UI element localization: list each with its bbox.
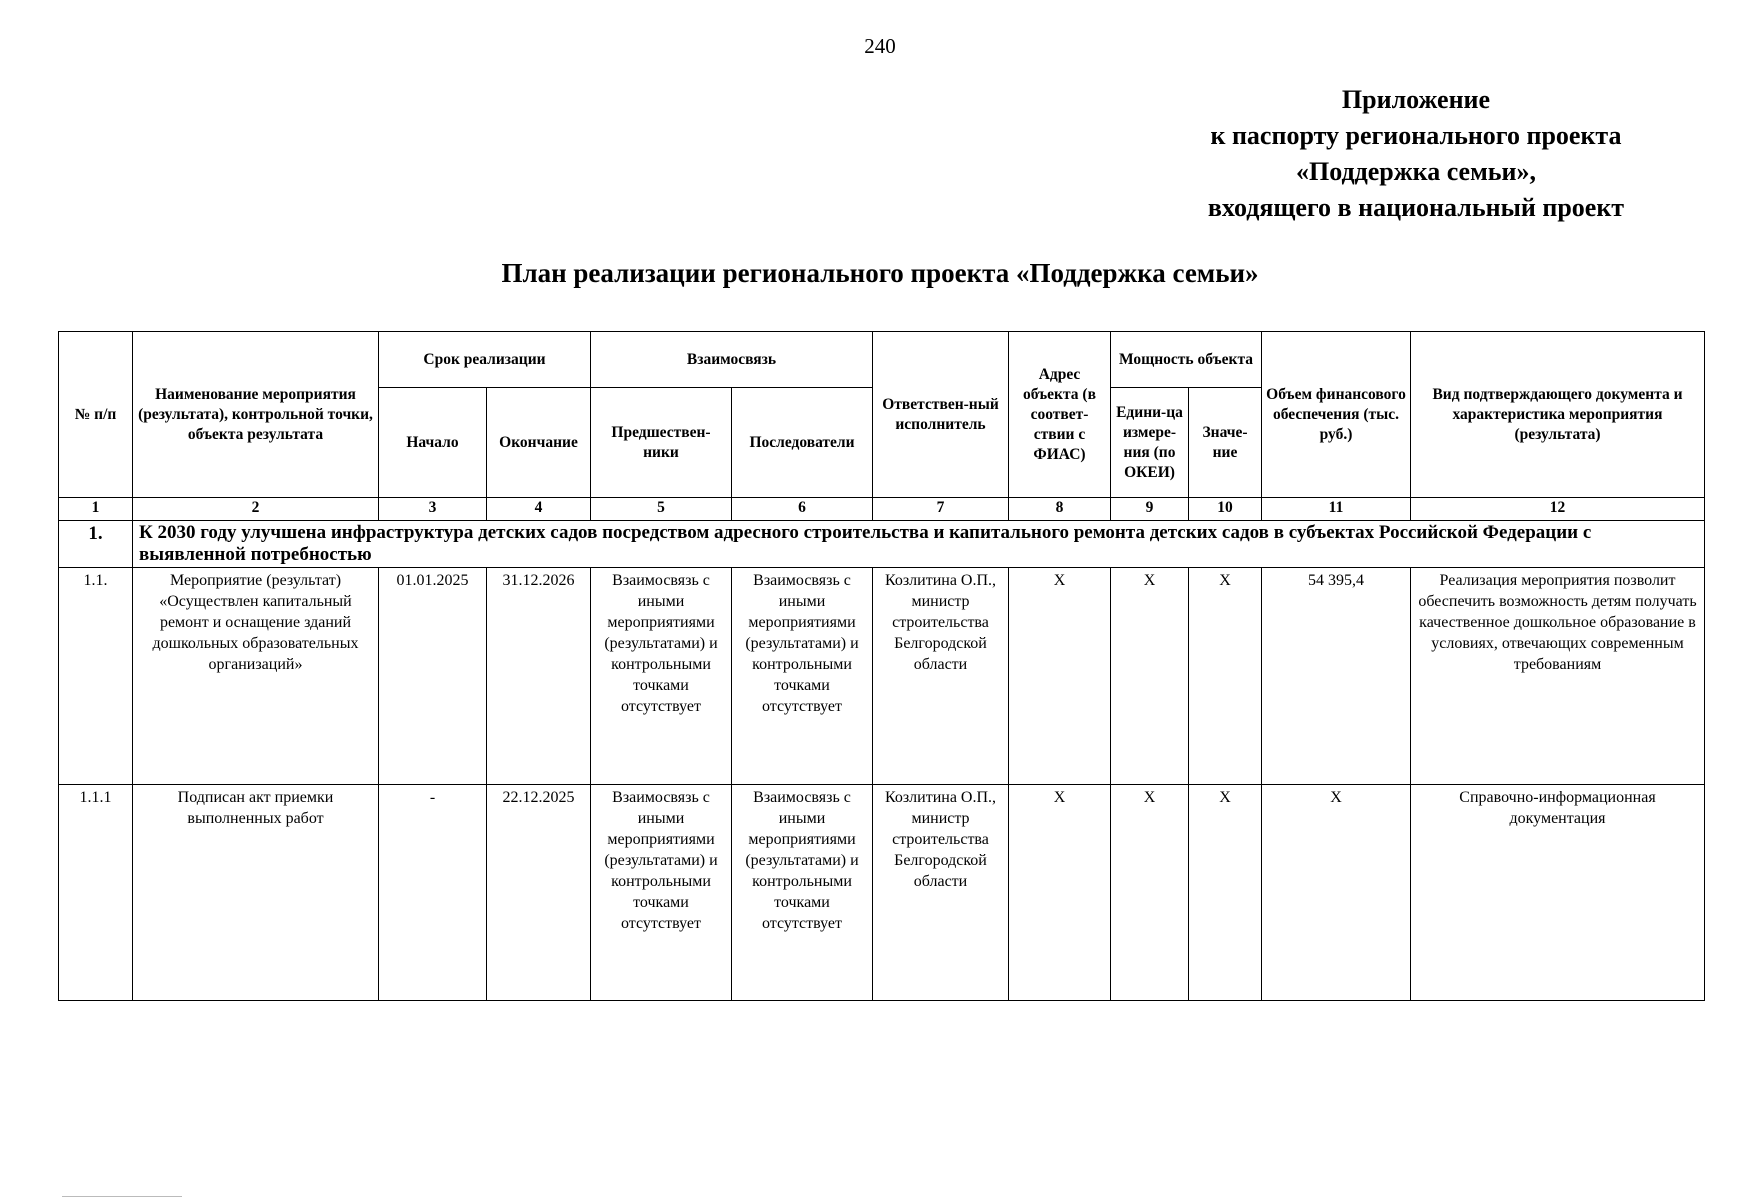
column-number: 12 (1411, 498, 1705, 521)
column-number: 8 (1009, 498, 1111, 521)
appendix-line-3: «Поддержка семьи», (1295, 157, 1537, 186)
row-document: Справочно-информационная документация (1411, 785, 1705, 1001)
header-predecessors: Предшествен-ники (591, 388, 732, 498)
column-number: 4 (487, 498, 591, 521)
column-number: 5 (591, 498, 732, 521)
section-title: К 2030 году улучшена инфраструктура детских садов посредством адресного строительства и капитального ремонта детских садов в субъектах Российской Федерации с выявленной потребностью (133, 521, 1705, 568)
row-name: Подписан акт приемки выполненных работ (133, 785, 379, 1001)
header-capacity: Мощность объекта (1111, 332, 1262, 388)
column-number: 11 (1262, 498, 1411, 521)
header-term: Срок реализации (379, 332, 591, 388)
column-number: 7 (873, 498, 1009, 521)
column-numbers-row (59, 498, 1705, 521)
table-row (59, 568, 1705, 785)
header-successors: Последователи (732, 388, 873, 498)
appendix-header (1136, 82, 1696, 226)
row-finance: X (1262, 785, 1411, 1001)
row-end: 31.12.2026 (487, 568, 591, 785)
column-number: 10 (1189, 498, 1262, 521)
header-relation: Взаимосвязь (591, 332, 873, 388)
table-row (59, 785, 1705, 1001)
row-start: - (379, 785, 487, 1001)
row-successors: Взаимосвязь с иными мероприятиями (результатами) и контрольными точками отсутствует (732, 785, 873, 1001)
row-document: Реализация мероприятия позволит обеспечить возможность детям получать качественное дошкольное образование в условиях, отвечающих современным требованиям (1411, 568, 1705, 785)
header-name: Наименование мероприятия (результата), контрольной точки, объекта результата (133, 332, 379, 498)
row-responsible: Козлитина О.П., министр строительства Белгородской области (873, 785, 1009, 1001)
bottom-divider (62, 1196, 182, 1197)
appendix-line-2: к паспорту регионального проекта (1210, 121, 1622, 150)
header-value: Значе-ние (1189, 388, 1262, 498)
row-predecessors: Взаимосвязь с иными мероприятиями (результатами) и контрольными точками отсутствует (591, 785, 732, 1001)
row-predecessors: Взаимосвязь с иными мероприятиями (результатами) и контрольными точками отсутствует (591, 568, 732, 785)
column-number: 2 (133, 498, 379, 521)
row-unit: X (1111, 785, 1189, 1001)
column-number: 9 (1111, 498, 1189, 521)
row-unit: X (1111, 568, 1189, 785)
row-finance: 54 395,4 (1262, 568, 1411, 785)
row-responsible: Козлитина О.П., министр строительства Белгородской области (873, 568, 1009, 785)
column-number: 3 (379, 498, 487, 521)
header-responsible: Ответствен-ный исполнитель (873, 332, 1009, 498)
row-successors: Взаимосвязь с иными мероприятиями (результатами) и контрольными точками отсутствует (732, 568, 873, 785)
row-end: 22.12.2025 (487, 785, 591, 1001)
header-end: Окончание (487, 388, 591, 498)
row-name: Мероприятие (результат) «Осуществлен капитальный ремонт и оснащение зданий дошкольных образовательных организаций» (133, 568, 379, 785)
header-document: Вид подтверждающего документа и характеристика мероприятия (результата) (1411, 332, 1705, 498)
column-number: 1 (59, 498, 133, 521)
row-value: X (1189, 785, 1262, 1001)
row-num: 1.1. (59, 568, 133, 785)
row-value: X (1189, 568, 1262, 785)
section-row (59, 521, 1705, 568)
plan-table (58, 331, 1705, 1001)
header-start: Начало (379, 388, 487, 498)
header-row-1 (59, 332, 1705, 388)
document-title: План реализации регионального проекта «Поддержка семьи» (501, 258, 1259, 288)
row-address: X (1009, 568, 1111, 785)
section-number: 1. (59, 521, 133, 568)
row-start: 01.01.2025 (379, 568, 487, 785)
header-finance: Объем финансового обеспечения (тыс. руб.) (1262, 332, 1411, 498)
header-num: № п/п (59, 332, 133, 498)
row-address: X (1009, 785, 1111, 1001)
row-num: 1.1.1 (59, 785, 133, 1001)
page-number: 240 (864, 34, 896, 58)
appendix-line-4: входящего в национальный проект (1207, 193, 1625, 222)
column-number: 6 (732, 498, 873, 521)
header-unit: Едини-ца измере-ния (по ОКЕИ) (1111, 388, 1189, 498)
appendix-line-1: Приложение (1341, 85, 1491, 114)
header-address: Адрес объекта (в соответ-ствии с ФИАС) (1009, 332, 1111, 498)
